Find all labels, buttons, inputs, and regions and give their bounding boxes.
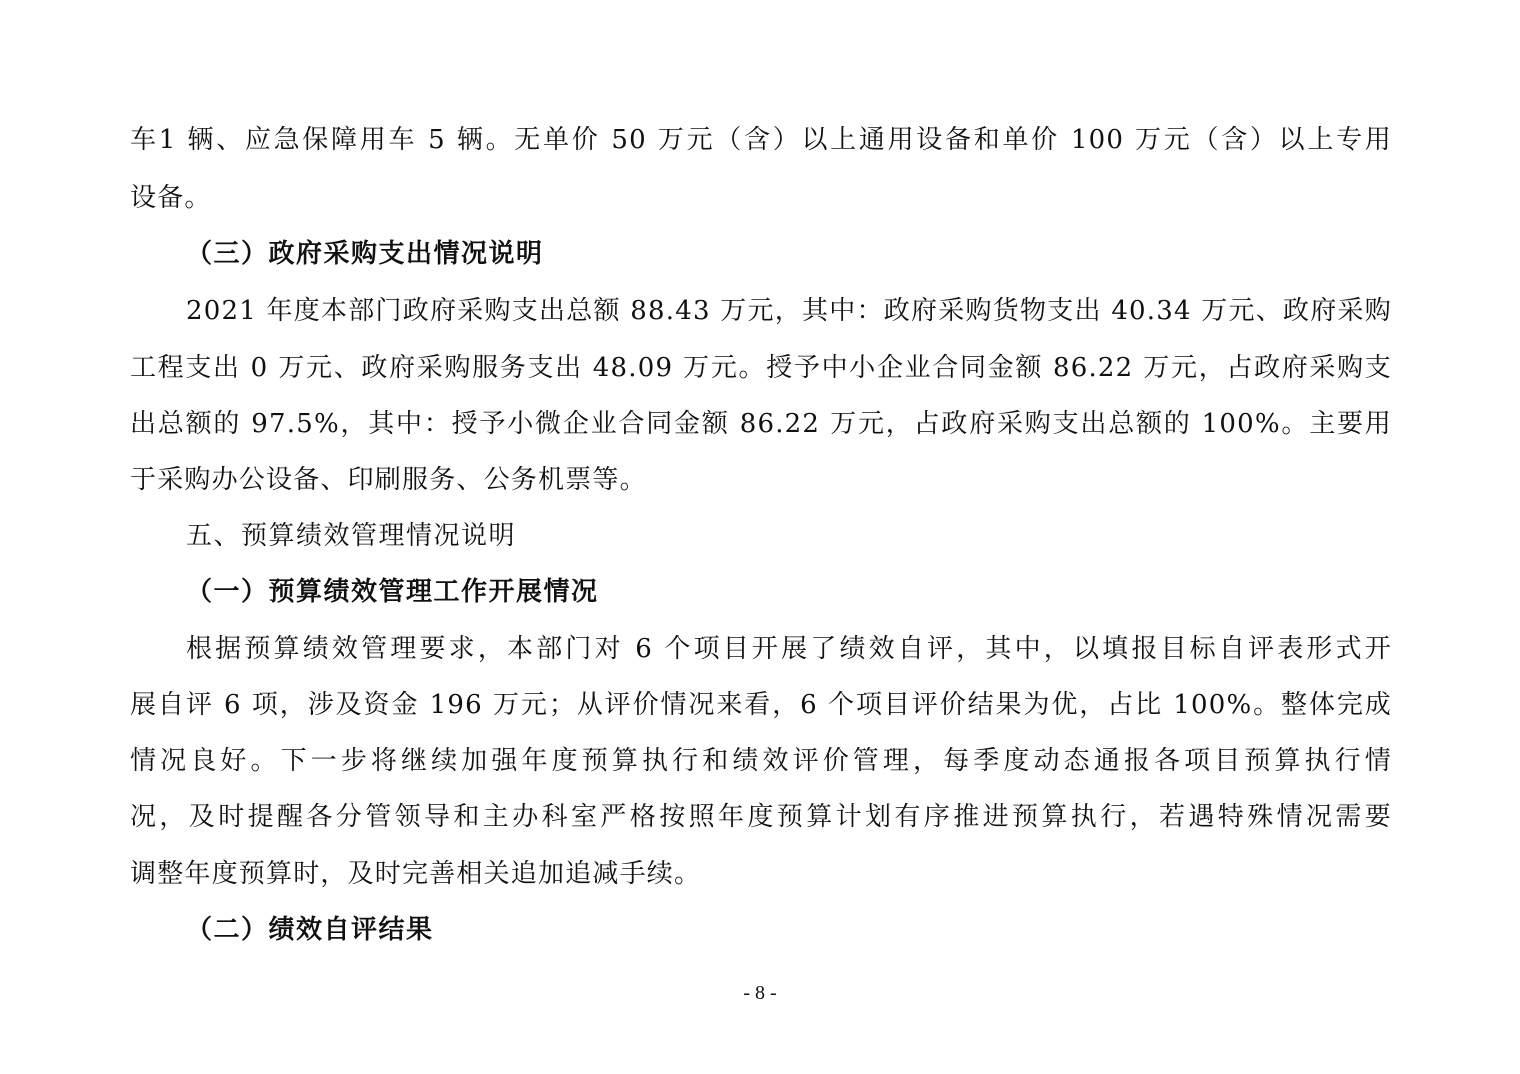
paragraph-line: 车1 辆、应急保障用车 5 辆。无单价 50 万元（含）以上通用设备和单价 100 万元（含）以上专用 (130, 125, 1392, 155)
section-heading: （二）绩效自评结果 (186, 915, 434, 945)
paragraph-line: 调整年度预算时，及时完善相关追加追减手续。 (130, 859, 702, 889)
paragraph-line: 况，及时提醒各分管领导和主办科室严格按照年度预算计划有序推进预算执行，若遇特殊情况需要 (130, 802, 1392, 832)
paragraph-line: 展自评 6 项，涉及资金 196 万元；从评价情况来看，6 个项目评价结果为优，占比 100%。整体完成 (130, 690, 1392, 720)
chapter-heading: 五、预算绩效管理情况说明 (186, 521, 517, 551)
paragraph-line: 于采购办公设备、印刷服务、公务机票等。 (130, 465, 647, 495)
paragraph-line: 工程支出 0 万元、政府采购服务支出 48.09 万元。授予中小企业合同金额 86.22 万元，占政府采购支 (130, 353, 1392, 383)
page-number: - 8 - (743, 982, 777, 1004)
paragraph-line: 情况良好。下一步将继续加强年度预算执行和绩效评价管理，每季度动态通报各项目预算执行情 (130, 746, 1392, 776)
paragraph-line: 根据预算绩效管理要求，本部门对 6 个项目开展了绩效自评，其中，以填报目标自评表形式开 (186, 634, 1392, 664)
paragraph-line: 出总额的 97.5%，其中：授予小微企业合同金额 86.22 万元，占政府采购支出总额的 100%。主要用 (130, 409, 1392, 439)
paragraph-line: 设备。 (130, 183, 212, 213)
section-heading: （三）政府采购支出情况说明 (186, 239, 544, 269)
section-heading: （一）预算绩效管理工作开展情况 (186, 577, 599, 607)
paragraph-line: 2021 年度本部门政府采购支出总额 88.43 万元，其中：政府采购货物支出 40.34 万元、政府采购 (186, 296, 1392, 326)
